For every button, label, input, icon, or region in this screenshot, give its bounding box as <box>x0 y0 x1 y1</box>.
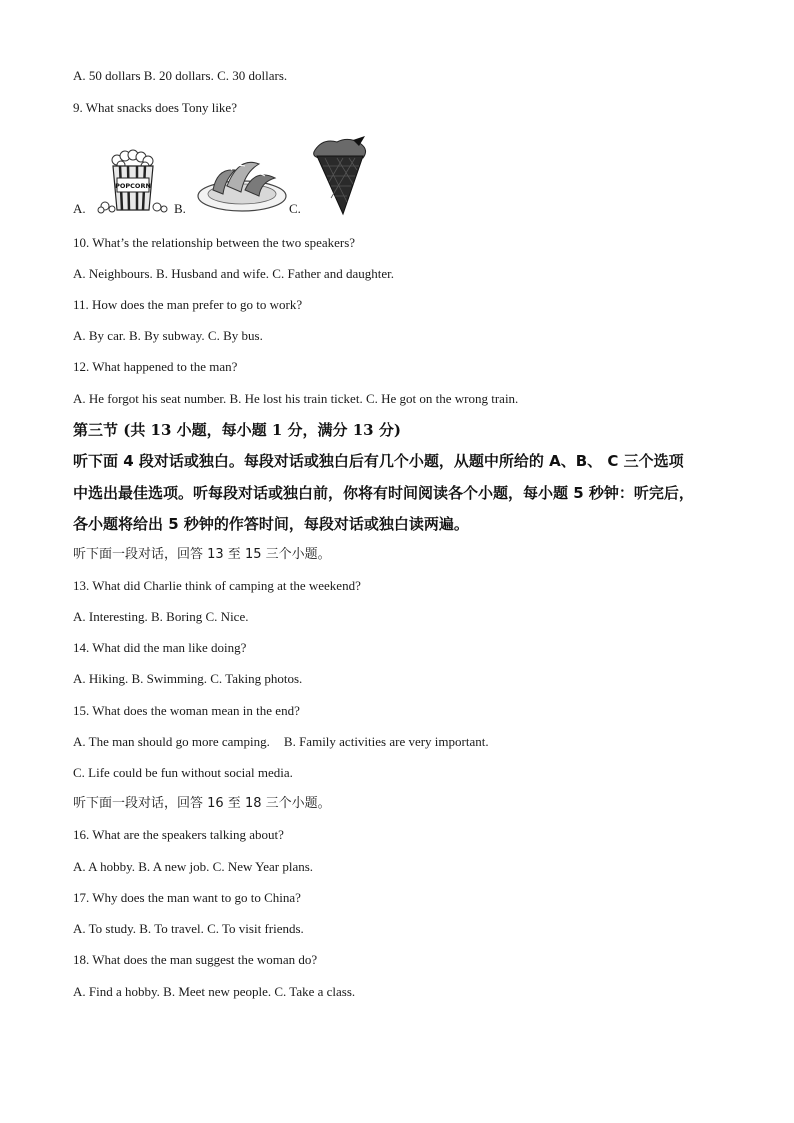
q13-question: 13. What did Charlie think of camping at the weekend? <box>73 578 361 593</box>
potato-chips-icon <box>195 150 289 214</box>
section3-title: 第三节 (共 13 小题，每小题 1 分，满分 13 分) <box>73 421 401 439</box>
q15-option-c: C. Life could be fun without social media. <box>73 765 293 780</box>
q9-picture-options <box>73 136 393 218</box>
group2-intro: 听下面一段对话，回答 16 至 18 三个小题。 <box>73 796 331 811</box>
q9-label-c: C. <box>289 201 301 216</box>
q15-option-a: A. The man should go more camping. <box>73 734 270 749</box>
ice-cream-cone-icon <box>309 136 371 216</box>
q15-option-b: B. Family activities are very important. <box>283 734 489 749</box>
section3-instruction-line-3: 各小题将给出 5 秒钟的作答时间，每段对话或独白读两遍。 <box>73 515 469 533</box>
popcorn-box-text: POPCORN <box>115 182 151 190</box>
q12-question: 12. What happened to the man? <box>73 359 238 374</box>
q14-options: A. Hiking. B. Swimming. C. Taking photos. <box>73 671 303 686</box>
section3-instruction-line-1: 听下面 4 段对话或独白。每段对话或独白后有几个小题，从题中所给的 A、B、 C 三个选项 <box>73 452 684 470</box>
q9-label-b: B. <box>174 201 186 216</box>
q18-question: 18. What does the man suggest the woman do? <box>73 952 318 967</box>
q10-options: A. Neighbours. B. Husband and wife. C. Father and daughter. <box>73 266 394 281</box>
q15-question: 15. What does the woman mean in the end? <box>73 703 300 718</box>
q17-options: A. To study. B. To travel. C. To visit friends. <box>73 921 304 936</box>
q11-options: A. By car. B. By subway. C. By bus. <box>73 328 263 343</box>
q15-options-ab <box>73 733 489 751</box>
q12-options: A. He forgot his seat number. B. He lost his train ticket. C. He got on the wrong train. <box>73 391 519 406</box>
q14-question: 14. What did the man like doing? <box>73 640 247 655</box>
q18-options: A. Find a hobby. B. Meet new people. C. Take a class. <box>73 984 356 999</box>
q16-question: 16. What are the speakers talking about? <box>73 827 284 842</box>
q9-label-a: A. <box>73 201 86 216</box>
q8-options: A. 50 dollars B. 20 dollars. C. 30 dollars. <box>73 68 288 83</box>
q10-question: 10. What’s the relationship between the two speakers? <box>73 235 356 250</box>
q9-question: 9. What snacks does Tony like? <box>73 100 237 115</box>
q16-options: A. A hobby. B. A new job. C. New Year plans. <box>73 859 314 874</box>
popcorn-icon <box>95 148 171 214</box>
group1-intro: 听下面一段对话，回答 13 至 15 三个小题。 <box>73 547 331 562</box>
q13-options: A. Interesting. B. Boring C. Nice. <box>73 609 249 624</box>
q11-question: 11. How does the man prefer to go to work? <box>73 297 303 312</box>
section3-instruction-line-2: 中选出最佳选项。听每段对话或独白前，你将有时间阅读各个小题，每小题 5 秒钟：听完后， <box>73 484 694 502</box>
q17-question: 17. Why does the man want to go to China? <box>73 890 301 905</box>
